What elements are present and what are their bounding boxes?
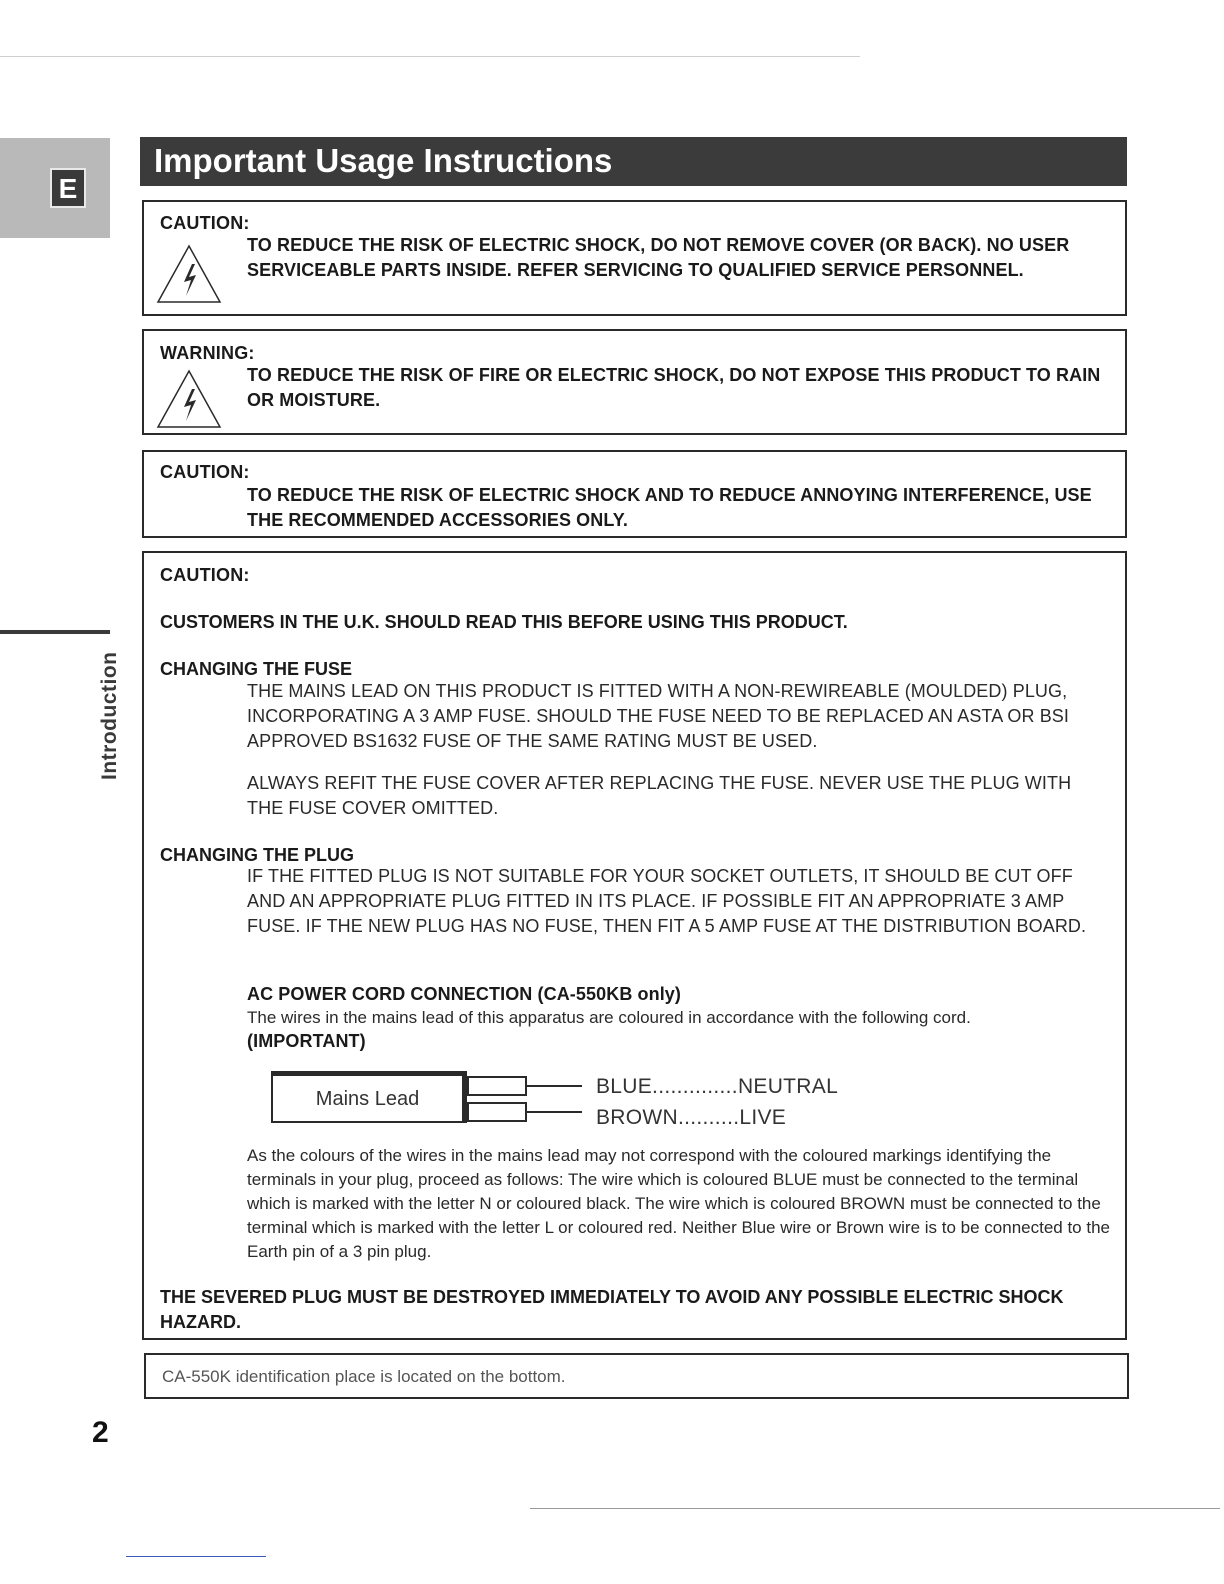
blue-wire-label: BLUE..............NEUTRAL [596, 1075, 839, 1098]
caution-label: CAUTION: [160, 462, 250, 482]
ac-cord-heading: AC POWER CORD CONNECTION (CA-550KB only) [247, 984, 682, 1004]
bottom-divider [530, 1508, 1220, 1509]
caution-label: CAUTION: [160, 565, 250, 585]
caution-text: TO REDUCE THE RISK OF ELECTRIC SHOCK AND TO REDUCE ANNOYING INTERFERENCE, USE THE RECOMMENDED ACCESSORIES ONLY. [247, 485, 1092, 530]
warning-box-fire [142, 329, 1127, 435]
caution-box-uk-plug [142, 551, 1127, 1340]
warning-label: WARNING: [160, 343, 255, 363]
section-marker-bar [0, 630, 110, 634]
ac-cord-important: (IMPORTANT) [247, 1031, 366, 1051]
identification-note: CA-550K identification place is located on the bottom. [162, 1367, 566, 1386]
plug-heading: CHANGING THE PLUG [160, 845, 355, 865]
mains-lead-box: Mains Lead [271, 1071, 467, 1123]
brown-wire-sleeve [468, 1103, 526, 1121]
electric-shock-warning-icon [154, 367, 224, 431]
caution-box-accessories [142, 450, 1127, 538]
caution-text: TO REDUCE THE RISK OF ELECTRIC SHOCK, DO NOT REMOVE COVER (OR BACK). NO USER SERVICEABLE PARTS INSIDE. REFER SERVICING TO QUALIFIED SERVICE PERSONNEL. [247, 235, 1070, 280]
fuse-text-1: THE MAINS LEAD ON THIS PRODUCT IS FITTED WITH A NON-REWIREABLE (MOULDED) PLUG, INCORPORATING A 3 AMP FUSE. SHOULD THE FUSE NEED TO BE REPLACED AN ASTA OR BSI APPROVED BS1632 FUSE OF THE SAME RATING MUST BE USED. [247, 681, 1070, 751]
fuse-heading: CHANGING THE FUSE [160, 659, 353, 679]
brown-wire-label: BROWN..........LIVE [596, 1106, 787, 1129]
wire-diagram [462, 1071, 602, 1131]
warning-text: TO REDUCE THE RISK OF FIRE OR ELECTRIC SHOCK, DO NOT EXPOSE THIS PRODUCT TO RAIN OR MOISTURE. [247, 365, 1101, 410]
identification-note-box [144, 1353, 1129, 1399]
wire-colours-text: As the colours of the wires in the mains lead may not correspond with the coloured markings identifying the terminals in your plug, proceed as follows: The wire which is coloured BLUE must be connected to the terminal which is marked with the letter N or coloured black. The wire which is coloured BROWN must be connected to the terminal which is marked with the letter L or coloured red. Neither Blue wire or Brown wire is to be connected to the Earth pin of a 3 pin plug. [247, 1146, 1110, 1261]
footer-rule [126, 1556, 266, 1557]
top-divider [0, 56, 860, 57]
caution-label: CAUTION: [160, 213, 250, 233]
uk-intro: CUSTOMERS IN THE U.K. SHOULD READ THIS BEFORE USING THIS PRODUCT. [160, 612, 848, 632]
electric-shock-warning-icon [154, 242, 224, 306]
plug-text: IF THE FITTED PLUG IS NOT SUITABLE FOR YOUR SOCKET OUTLETS, IT SHOULD BE CUT OFF AND AN APPROPRIATE PLUG FITTED IN ITS PLACE. IF POSSIBLE FIT AN APPROPRIATE 3 AMP FUSE. IF THE NEW PLUG HAS NO FUSE, THEN FIT A 5 AMP FUSE AT THE DISTRIBUTION BOARD. [247, 866, 1087, 936]
caution-box-shock [142, 200, 1127, 316]
severed-plug-warning: THE SEVERED PLUG MUST BE DESTROYED IMMEDIATELY TO AVOID ANY POSSIBLE ELECTRIC SHOCK HAZARD. [160, 1287, 1064, 1332]
page-number: 2 [92, 1416, 109, 1449]
fuse-text-2: ALWAYS REFIT THE FUSE COVER AFTER REPLACING THE FUSE. NEVER USE THE PLUG WITH THE FUSE COVER OMITTED. [247, 773, 1072, 818]
blue-wire-sleeve [468, 1077, 526, 1095]
language-tab-letter: E [50, 168, 86, 208]
section-label: Introduction [98, 651, 121, 780]
page-title: Important Usage Instructions [140, 137, 1127, 186]
ac-cord-text: The wires in the mains lead of this apparatus are coloured in accordance with the following cord. [247, 1008, 971, 1027]
